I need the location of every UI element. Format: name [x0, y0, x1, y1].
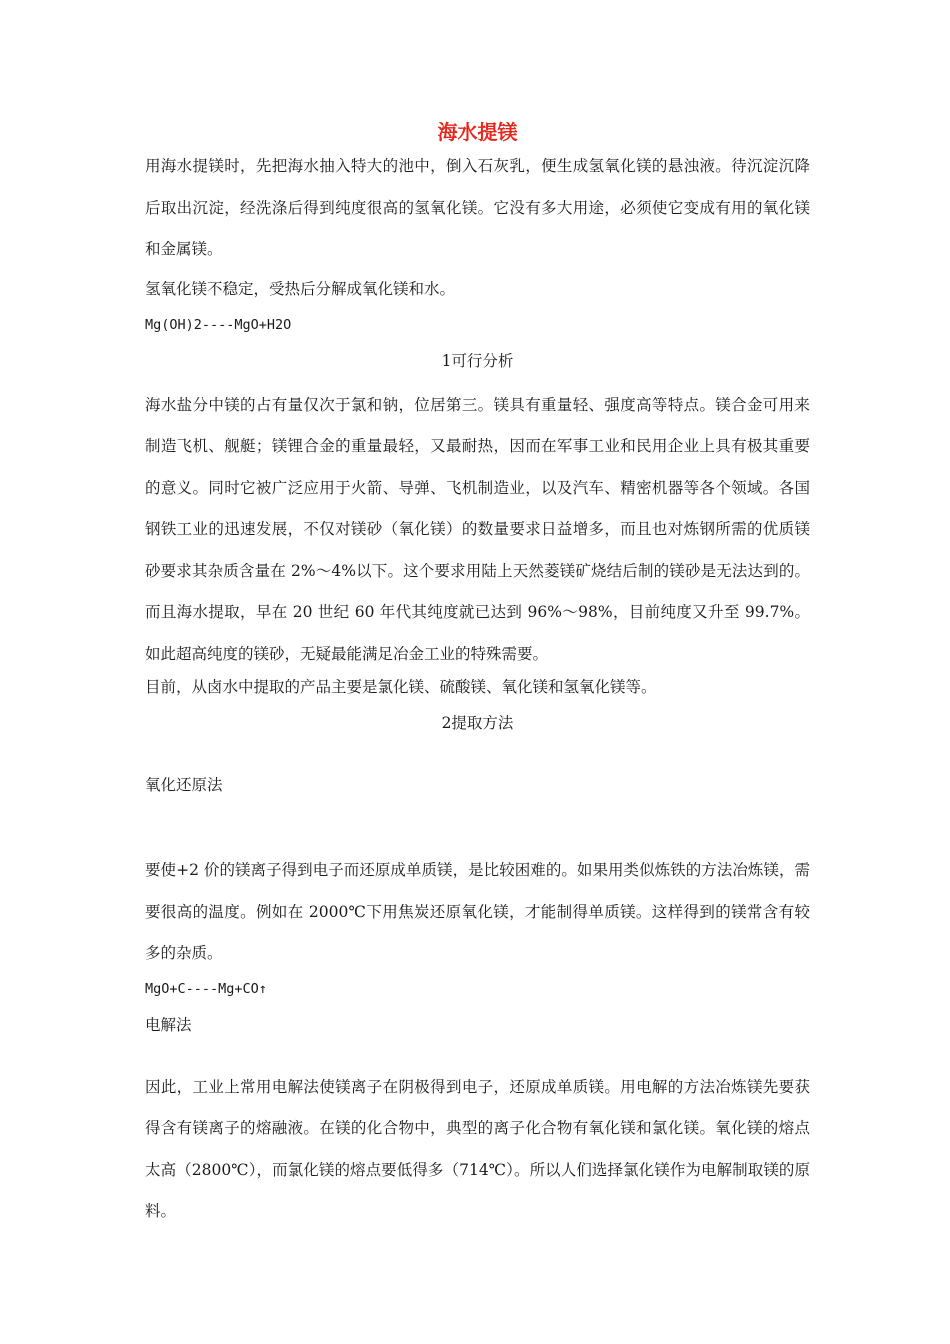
- section-heading-methods: 2提取方法: [441, 714, 514, 732]
- feasibility-paragraph-2: 目前，从卤水中提取的产品主要是氯化镁、硫酸镁、氧化镁和氢氧化镁等。: [145, 678, 657, 696]
- intro-paragraph-2: 氢氧化镁不稳定，受热后分解成氧化镁和水。: [145, 279, 456, 298]
- electrolysis-paragraph: 因此，工业上常用电解法使镁离子在阴极得到电子，还原成单质镁。用电解的方法冶炼镁先要获得含有镁离子的熔融液。在镁的化合物中，典型的离子化合物有氧化镁和氯化镁。氧化镁的熔点太高（2800℃），而氯化镁的熔点要低得多（714℃）。所以人们选择氯化镁作为电解制取镁的原料。: [145, 1077, 810, 1220]
- formula-decomposition: Mg(OH)2----MgO+H2O: [145, 316, 292, 333]
- section-heading-feasibility: 1可行分析: [441, 351, 514, 370]
- method-heading-electrolysis: 电解法: [145, 1015, 192, 1034]
- intro-paragraph: 用海水提镁时，先把海水抽入特大的池中，倒入石灰乳，便生成氢氧化镁的悬浊液。待沉淀沉降后取出沉淀，经洗涤后得到纯度很高的氢氧化镁。它没有多大用途，必须使它变成有用的氧化镁和金属镁。: [145, 157, 810, 258]
- page-title: 海水提镁: [437, 120, 518, 144]
- redox-paragraph: 要使+2 价的镁离子得到电子而还原成单质镁，是比较困难的。如果用类似炼铁的方法冶炼镁，需要很高的温度。例如在 2000℃下用焦炭还原氧化镁，才能制得单质镁。这样得到的镁常含有较多的杂质。: [145, 861, 810, 962]
- document-body: [145, 118, 810, 1233]
- formula-redox: MgO+C----Mg+CO↑: [145, 980, 267, 997]
- feasibility-paragraph: 海水盐分中镁的占有量仅次于氯和钠，位居第三。镁具有重量轻、强度高等特点。镁合金可用来制造飞机、舰艇；镁锂合金的重量最轻，又最耐热，因而在军事工业和民用企业上具有极其重要的意义。同时它被广泛应用于火箭、导弹、飞机制造业，以及汽车、精密机器等各个领域。各国钢铁工业的迅速发展，不仅对镁砂（氧化镁）的数量要求日益增多，而且也对炼钢所需的优质镁砂要求其杂质含量在 2%～4%以下。这个要求用陆上天然菱镁矿烧结后制的镁砂是无法达到的。而且海水提取，早在 20 世纪 60 年代其纯度就已达到 96%～98%，目前纯度又升至 99.7%。如此超高纯度的镁砂，无疑最能满足冶金工业的特殊需要。: [145, 395, 810, 663]
- method-heading-redox: 氧化还原法: [145, 776, 223, 794]
